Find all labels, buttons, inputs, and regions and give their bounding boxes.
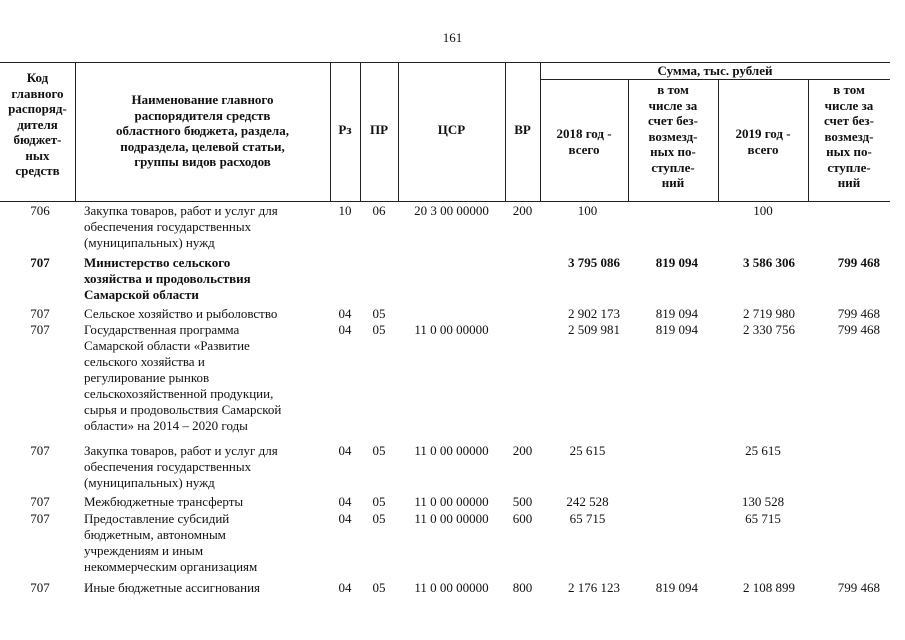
row-code: 707 bbox=[30, 580, 50, 595]
row-rz: 04 bbox=[338, 494, 352, 509]
row-2018-total: 65 715 bbox=[569, 511, 606, 526]
row-code: 707 bbox=[30, 255, 50, 270]
row-2019-total: 100 bbox=[753, 203, 773, 218]
row-2018-total: 25 615 bbox=[569, 443, 606, 458]
header-pr: ПР bbox=[369, 122, 389, 137]
row-vr: 200 bbox=[512, 203, 533, 218]
row-2018-free: 819 094 bbox=[655, 306, 698, 321]
row-name: Закупка товаров, работ и услуг для обеспечения государственных (муниципальных) нужд bbox=[84, 443, 278, 490]
row-2018-total: 100 bbox=[577, 203, 598, 218]
row-vr: 800 bbox=[512, 580, 533, 595]
row-2018-total: 2 509 981 bbox=[568, 322, 620, 337]
row-csr: 11 0 00 00000 bbox=[414, 580, 489, 595]
row-name: Министерство сельского хозяйства и продовольствия Самарской области bbox=[84, 255, 251, 302]
page-number: 161 bbox=[442, 30, 463, 45]
row-pr: 05 bbox=[372, 443, 386, 458]
header-code: Код главного распоряд- дителя бюджет- ных средств bbox=[8, 70, 67, 178]
row-2019-total: 2 108 899 bbox=[743, 580, 795, 595]
row-name: Иные бюджетные ассигнования bbox=[84, 580, 261, 595]
row-2019-total: 65 715 bbox=[745, 511, 781, 526]
header-2019-total: 2019 год - всего bbox=[735, 126, 791, 157]
row-code: 706 bbox=[30, 203, 50, 218]
row-2019-free: 799 468 bbox=[837, 322, 880, 337]
row-2019-free: 799 468 bbox=[837, 255, 880, 270]
row-code: 707 bbox=[30, 443, 50, 458]
row-name: Сельское хозяйство и рыболовство bbox=[84, 306, 278, 321]
row-2018-total: 2 176 123 bbox=[568, 580, 620, 595]
row-pr: 05 bbox=[372, 580, 386, 595]
row-2019-total: 3 586 306 bbox=[743, 255, 795, 270]
row-2019-total: 2 330 756 bbox=[743, 322, 795, 337]
row-csr: 11 0 00 00000 bbox=[414, 511, 489, 526]
sum-subheader-rule bbox=[540, 79, 890, 80]
row-pr: 05 bbox=[372, 322, 386, 337]
header-csr: ЦСР bbox=[437, 122, 466, 137]
row-name: Предоставление субсидий бюджетным, автономным учреждениям и иным некоммерческим организациям bbox=[84, 511, 258, 574]
row-pr: 05 bbox=[372, 306, 386, 321]
row-2018-total: 2 902 173 bbox=[568, 306, 620, 321]
row-pr: 06 bbox=[372, 203, 386, 218]
row-name: Государственная программа Самарской области «Развитие сельского хозяйства и регулирование рынков сельскохозяйственной продукции, сырья и продовольствия Самарской области» на 2014 – 2020 годы bbox=[84, 322, 282, 433]
row-vr: 200 bbox=[512, 443, 533, 458]
row-vr: 500 bbox=[512, 494, 533, 509]
row-code: 707 bbox=[30, 511, 50, 526]
row-code: 707 bbox=[30, 494, 50, 509]
header-bottom-rule bbox=[0, 201, 890, 202]
header-rz: Рз bbox=[338, 122, 352, 137]
row-2019-free: 799 468 bbox=[837, 306, 880, 321]
row-code: 707 bbox=[30, 322, 50, 337]
row-csr: 11 0 00 00000 bbox=[414, 322, 489, 337]
row-rz: 04 bbox=[338, 443, 352, 458]
header-sum: Сумма, тыс. рублей bbox=[657, 63, 773, 78]
row-2018-free: 819 094 bbox=[655, 255, 698, 270]
row-2018-free: 819 094 bbox=[655, 580, 698, 595]
header-name: Наименование главного распорядителя средств областного бюджета, раздела, подраздела, целевой статьи, группы видов расходов bbox=[116, 92, 289, 169]
header-2018-total: 2018 год - всего bbox=[556, 126, 612, 157]
row-pr: 05 bbox=[372, 494, 386, 509]
row-2019-total: 2 719 980 bbox=[743, 306, 795, 321]
row-2019-free: 799 468 bbox=[837, 580, 880, 595]
row-rz: 04 bbox=[338, 322, 352, 337]
header-2019-free: в том числе за счет без- возмезд- ных по- ступле- ний bbox=[824, 82, 874, 190]
row-2018-total: 242 528 bbox=[566, 494, 609, 509]
row-name: Закупка товаров, работ и услуг для обеспечения государственных (муниципальных) нужд bbox=[84, 203, 278, 250]
header-2018-free: в том числе за счет без- возмезд- ных по- ступле- ний bbox=[648, 82, 698, 190]
row-rz: 10 bbox=[338, 203, 352, 218]
row-name: Межбюджетные трансферты bbox=[84, 494, 244, 509]
row-csr: 20 3 00 00000 bbox=[414, 203, 489, 218]
row-2019-total: 25 615 bbox=[745, 443, 781, 458]
row-code: 707 bbox=[30, 306, 50, 321]
row-vr: 600 bbox=[512, 511, 533, 526]
row-2018-total: 3 795 086 bbox=[568, 255, 620, 270]
row-rz: 04 bbox=[338, 306, 352, 321]
row-rz: 04 bbox=[338, 511, 352, 526]
row-rz: 04 bbox=[338, 580, 352, 595]
row-csr: 11 0 00 00000 bbox=[414, 443, 489, 458]
row-2019-total: 130 528 bbox=[741, 494, 785, 509]
header-vr: ВР bbox=[514, 122, 531, 137]
row-csr: 11 0 00 00000 bbox=[414, 494, 489, 509]
row-pr: 05 bbox=[372, 511, 386, 526]
row-2018-free: 819 094 bbox=[655, 322, 698, 337]
